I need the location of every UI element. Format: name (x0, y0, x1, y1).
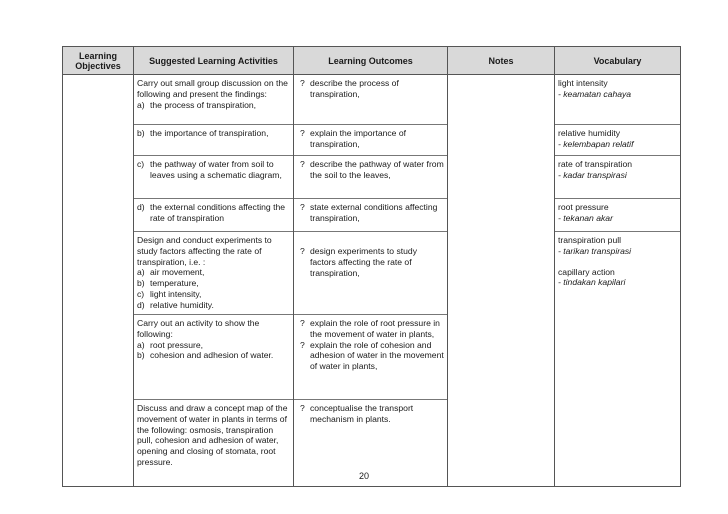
activity-block-1 (134, 75, 293, 124)
vocabulary-cell (555, 75, 681, 487)
vocab-block-3 (555, 155, 680, 198)
list-item: d) relative humidity. (137, 299, 214, 310)
vocab-translation: - keamatan cahaya (558, 88, 632, 99)
bullet-icon: ? (300, 159, 305, 169)
header-suggested-activities: Suggested Learning Activities (134, 47, 294, 75)
list-item: d) the external conditions affecting the rate of transpiration (137, 202, 286, 223)
vocab-translation: - kelembapan relatif (558, 138, 634, 149)
vocab-term: relative humidity (558, 128, 621, 138)
outcome-item: ? explain the role of root pressure in the movement of water in plants, (300, 318, 440, 339)
bullet-icon: ? (300, 339, 305, 350)
vocab-translation: - kadar transpirasi (558, 169, 627, 180)
list-item: b) cohesion and adhesion of water. (137, 350, 274, 361)
bullet-icon: ? (300, 318, 305, 328)
outcome-item: ? describe the process of transpiration, (300, 78, 399, 99)
activities-cell (134, 75, 294, 487)
outcome-block-7 (294, 399, 447, 478)
header-learning-outcomes: Learning Outcomes (294, 47, 448, 75)
bullet-icon: ? (300, 246, 305, 256)
list-item: b) temperature, (137, 278, 199, 289)
activity-block-3 (134, 155, 293, 198)
vocab-term: rate of transpiration (558, 159, 633, 169)
notes-cell (448, 75, 555, 487)
outcome-block-4 (294, 198, 447, 231)
list-item: c) the pathway of water from soil to leaves using a schematic diagram, (137, 159, 282, 180)
activity-block-7 (134, 399, 293, 478)
outcome-block-6 (294, 314, 447, 399)
list-item: c) light intensity, (137, 288, 202, 299)
activity-text: Design and conduct experiments to study factors affecting the rate of transpiration, i.e. : (137, 235, 272, 267)
outcome-block-2 (294, 124, 447, 155)
outcome-block-5 (294, 231, 447, 314)
outcome-block-1 (294, 75, 447, 124)
table-body-row (63, 75, 681, 487)
list-item: b) the importance of transpiration, (137, 128, 269, 138)
outcome-item: ? conceptualise the transport mechanism in plants. (300, 403, 414, 424)
activity-text: Discuss and draw a concept map of the movement of water in plants in terms of the following: osmosis, transpiration pull, cohesion and adhesion of water, opening and closing of stomata, root pressure. (137, 403, 288, 467)
vocab-term: transpiration pull (558, 235, 622, 245)
outcome-item: ? state external conditions affecting transpiration, (300, 202, 438, 223)
vocab-block-2 (555, 124, 680, 155)
activity-block-4 (134, 198, 293, 231)
activity-block-2 (134, 124, 293, 155)
header-learning-objectives: Learning Objectives (63, 47, 134, 75)
vocab-term: capillary action (558, 266, 615, 277)
vocab-block-1 (555, 75, 680, 124)
outcome-item: ? describe the pathway of water from the soil to the leaves, (300, 159, 444, 180)
bullet-icon: ? (300, 78, 305, 88)
list-item: a) root pressure, (137, 339, 204, 350)
bullet-icon: ? (300, 403, 305, 413)
activity-block-6 (134, 314, 293, 399)
vocab-term: root pressure (558, 202, 609, 212)
list-item: a) the process of transpiration, (137, 99, 257, 110)
activity-text: Carry out an activity to show the following: (137, 318, 260, 339)
vocab-block-4 (555, 198, 680, 231)
list-item: a) air movement, (137, 267, 205, 278)
outcome-item: ? explain the importance of transpiration, (300, 128, 407, 149)
vocab-block-5 (555, 231, 680, 314)
outcome-block-3 (294, 155, 447, 198)
table-header-row (63, 47, 681, 75)
vocab-translation: - tekanan akar (558, 212, 613, 223)
vocab-term: light intensity (558, 78, 608, 88)
vocab-translation: - tarikan transpirasi (558, 245, 632, 256)
bullet-icon: ? (300, 128, 305, 138)
header-notes: Notes (448, 47, 555, 75)
header-vocabulary: Vocabulary (555, 47, 681, 75)
outcome-item: ? explain the role of cohesion and adhesion of water in the movement of water in plants, (300, 339, 444, 372)
activity-block-5 (134, 231, 293, 314)
objectives-cell (63, 75, 134, 487)
syllabus-table (62, 46, 681, 487)
bullet-icon: ? (300, 202, 305, 212)
outcome-item: ? design experiments to study factors affecting the rate of transpiration, (300, 246, 418, 278)
activity-text: Carry out small group discussion on the following and present the findings: (137, 78, 288, 99)
outcomes-cell (294, 75, 448, 487)
vocab-translation: - tindakan kapilari (558, 277, 626, 288)
page-number: 20 (358, 471, 369, 481)
